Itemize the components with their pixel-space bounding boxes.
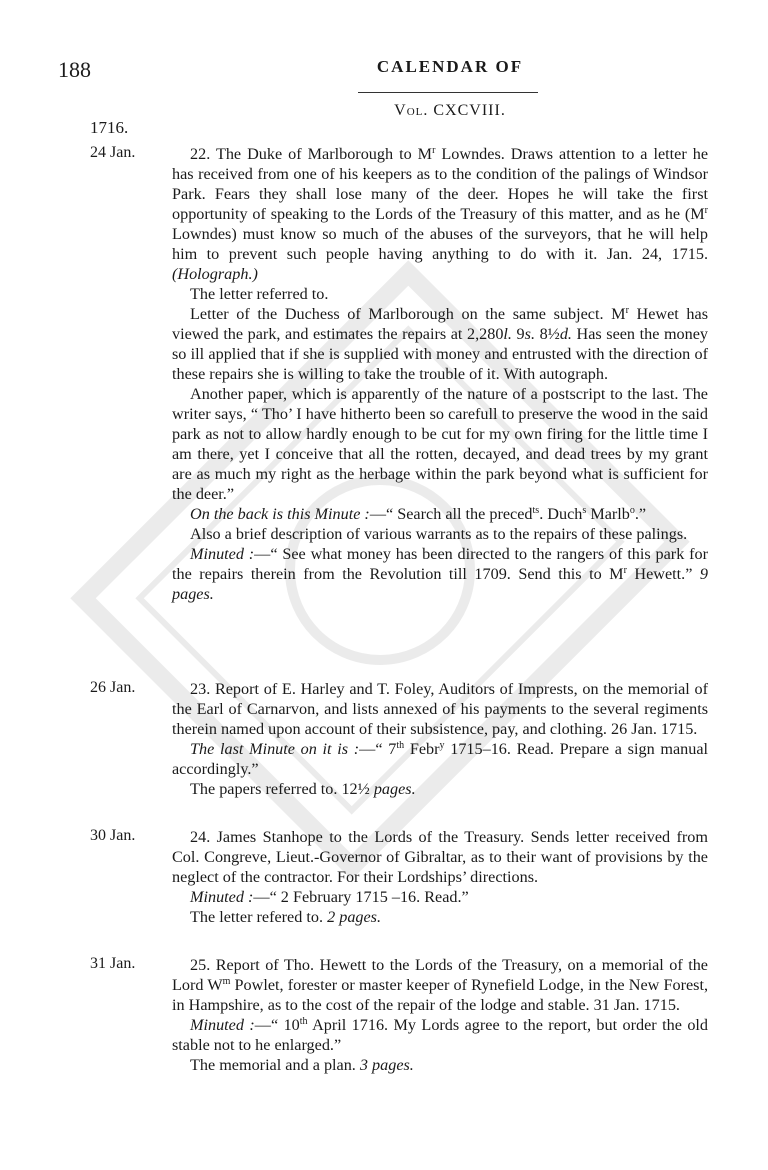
entry-paragraph <box>172 284 708 304</box>
year-heading: 1716. <box>90 118 129 137</box>
entry-date: 31 Jan. <box>90 955 136 972</box>
text-run: Hewett.” <box>626 565 700 583</box>
entry-paragraph <box>172 955 708 1015</box>
volume-heading <box>300 102 600 120</box>
superscript: r <box>623 565 627 576</box>
text-run: . Duch <box>539 505 583 523</box>
italic-text: Minuted : <box>190 545 255 563</box>
text-run: Hewet has viewed the park, and estimates the repairs at 2,280 <box>172 305 709 343</box>
italic-text: Minuted : <box>190 1016 255 1034</box>
italic-text: 3 pages. <box>359 1056 414 1074</box>
superscript: m <box>222 976 231 987</box>
text-run: —“ 10 <box>254 1016 300 1034</box>
entry-body <box>172 679 708 799</box>
italic-text: On the back is this Minute : <box>190 505 370 523</box>
italic-text: s. <box>524 325 535 343</box>
entry-date: 30 Jan. <box>90 827 136 844</box>
superscript: r <box>704 205 708 216</box>
text-run: 1715–16. Read. Prepare a sign manual accordingly.” <box>172 740 709 778</box>
superscript: r <box>625 305 629 316</box>
italic-text: (Holograph.) <box>172 265 258 283</box>
superscript: th <box>299 1016 308 1027</box>
entry-paragraph <box>172 907 708 927</box>
superscript: s <box>582 505 587 516</box>
text-run: 22. The Duke of Marlborough to M <box>190 145 433 163</box>
text-run: Another paper, which is apparently of the nature of a postscript to the last. The writer says, “ Tho’ I have hitherto been so carefull to preserve the wood in the said park as not to allow hardly enough to be cut for my own firing for the little time I am there, yet I conceive that all the rotten, decayed, and dead trees by my grant are as much my right as the herbage within the park beyond what is sufficient for the deer.” <box>172 385 708 503</box>
entry-body <box>172 144 708 604</box>
entry-date: 26 Jan. <box>90 679 136 696</box>
text-run: Also a brief description of various warrants as to the repairs of these palings. <box>190 525 688 543</box>
text-run: Lowndes) must know so much of the abuses of the surveyors, that he will help him to prevent such people having anything to do with it. Jan. 24, 1715. <box>172 225 708 263</box>
text-run: Febr <box>404 740 440 758</box>
text-run: 25. Report of Tho. Hewett to the Lords of the Treasury, on a memorial of the Lord W <box>172 956 708 994</box>
text-run: 8½ <box>535 325 560 343</box>
entry-paragraph <box>172 1055 708 1075</box>
text-run: The papers referred to. 12½ <box>190 780 374 798</box>
entry-paragraph <box>172 384 708 504</box>
italic-text: d. <box>559 325 572 343</box>
entry-paragraph <box>172 524 708 544</box>
text-run: 9 <box>511 325 525 343</box>
italic-text: 9 pages. <box>172 565 708 603</box>
text-run: The letter referred to. <box>190 285 329 303</box>
volume-heading-text: Vol. CXCVIII. <box>394 102 506 119</box>
entry-paragraph <box>172 544 708 604</box>
entry-date: 24 Jan. <box>90 144 136 161</box>
italic-text: l. <box>503 325 512 343</box>
text-run: —“ 2 February 1715 –16. Read.” <box>253 888 469 906</box>
italic-text: The last Minute on it is : <box>190 740 360 758</box>
text-run: Letter of the Duchess of Marlborough on the same subject. M <box>190 305 626 323</box>
italic-text: 2 pages. <box>327 908 382 926</box>
text-run: 23. Report of E. Harley and T. Foley, Auditors of Imprests, on the memorial of the Earl of Carnarvon, and lists annexed of his payments to the several regiments therein named upon account of their subsistence, pay, and clothing. 26 Jan. 1715. <box>172 680 708 738</box>
entry-body <box>172 955 708 1075</box>
superscript: y <box>439 740 445 751</box>
italic-text: pages. <box>373 780 416 798</box>
entry-paragraph <box>172 304 708 384</box>
superscript: o <box>629 505 635 516</box>
text-run: Powlet, forester or master keeper of Rynefield Lodge, in the New Forest, in Hampshire, as to the cost of the repair of the lodge and stable. 31 Jan. 1715. <box>172 976 708 1014</box>
running-head: CALENDAR OF <box>376 57 524 76</box>
entry-paragraph <box>172 887 708 907</box>
text-run: Lowndes. Draws attention to a letter he has received from one of his keepers as to the condition of the palings of Windsor Park. Fears they shall lose many of the deer. Hopes he will take the first opportunity of speaking to the Lords of the Treasury of this matter, and as he (M <box>172 145 708 223</box>
text-run: The letter refered to. <box>190 908 328 926</box>
entry-paragraph <box>172 504 708 524</box>
entry-paragraph <box>172 1015 708 1055</box>
entry-paragraph <box>172 739 708 779</box>
page-number: 188 <box>58 57 91 82</box>
text-run: —“ Search all the preced <box>369 505 533 523</box>
entry-paragraph <box>172 827 708 887</box>
text-run: Has seen the money so ill applied that if she is supplied with money and entrusted with the direction of these repairs she is willing to take the trouble of it. With autograph. <box>172 325 709 383</box>
superscript: ts <box>532 505 540 516</box>
text-run: The memorial and a plan. <box>190 1056 360 1074</box>
superscript: th <box>396 740 405 751</box>
entry-body <box>172 827 708 927</box>
entry-paragraph <box>172 779 708 799</box>
header-rule <box>358 92 538 93</box>
entry-paragraph <box>172 144 708 284</box>
text-run: April 1716. My Lords agree to the report, but order the old stable not to he enlarged.” <box>172 1016 709 1054</box>
entry-paragraph <box>172 679 708 739</box>
text-run: .” <box>634 505 647 523</box>
italic-text: Minuted : <box>190 888 254 906</box>
text-run: Marlb <box>586 505 630 523</box>
superscript: r <box>432 145 436 156</box>
text-run: —“ 7 <box>359 740 397 758</box>
text-run: —“ See what money has been directed to the rangers of this park for the repairs therein from the Revolution till 1709. Send this to M <box>172 545 708 583</box>
text-run: 24. James Stanhope to the Lords of the Treasury. Sends letter received from Col. Congreve, Lieut.-Governor of Gibraltar, as to their want of provisions by the neglect of the contractor. For their Lordships’ directions. <box>172 828 708 886</box>
